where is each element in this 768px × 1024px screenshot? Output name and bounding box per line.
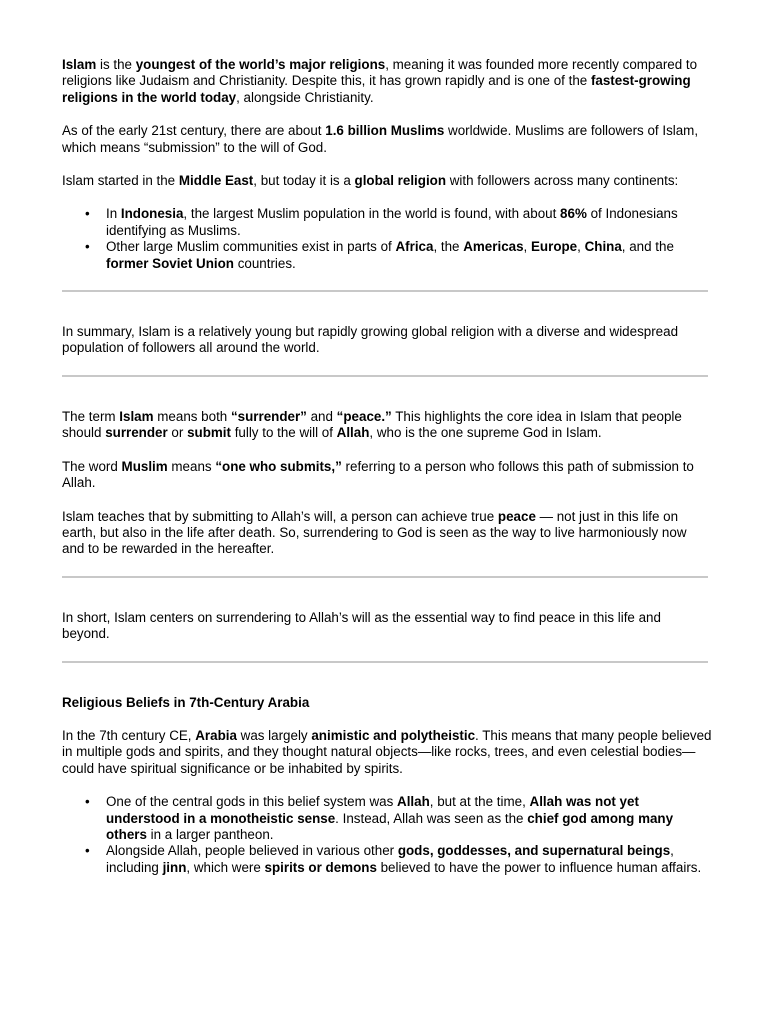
bullet-icon: • [85,239,90,255]
list-item [85,843,712,876]
text-run: was largely [236,727,312,743]
intro-paragraph-3 [62,173,712,189]
summary-paragraph-2 [62,610,712,643]
text-run: is the [96,57,136,72]
meaning-paragraph-1 [62,409,712,442]
meaning-paragraph-3 [62,509,712,558]
bold-text: surrender [105,425,168,441]
text-run: This highlights the core idea in Islam that people should [62,408,682,441]
bold-text: Islam [119,408,154,424]
text-run: referring to a person who follows this path of submission to Allah. [62,458,694,491]
bold-text: 86% [560,206,587,222]
text-run: The word [62,458,122,474]
text-run: , meaning it was founded more recently compared to religions like Judaism and Christianity. Despite this, it has grown rapidly and is one of the [62,57,698,89]
text-run: believed to have the power to influence human affairs. [376,859,702,875]
text-run: , the [433,239,464,255]
bold-text: spirits or demons [264,859,377,875]
text-run: , [523,239,531,255]
text-run: fully to the will of [230,425,337,441]
text-run: , but at the time, [429,794,530,810]
bold-text: Arabia [195,727,237,743]
text-run: The term [62,408,120,424]
document-page [62,57,712,876]
text-run: In the 7th century CE, [62,727,196,743]
bold-text: global religion [354,173,447,189]
bold-text: submit [187,425,231,441]
bold-text: chief god among many others [106,810,674,842]
list-item [85,206,712,239]
text-run: , but today it is a [253,173,355,189]
bullet-icon: • [85,843,90,859]
bold-text: “peace.” [336,408,392,424]
bold-text: Islam [62,57,97,72]
text-run: , who is the one supreme God in Islam. [369,425,602,441]
bullet-icon: • [85,206,90,222]
text-run: , and the [621,239,674,255]
summary-paragraph-1 [62,324,712,357]
text-run: In summary, Islam is a relatively young but rapidly growing global religion with a diverse and widespread population of followers all around the world. [62,324,679,356]
bold-text: peace [497,508,536,524]
bold-text: “surrender” [230,408,307,424]
bold-text: China [584,239,622,255]
bold-text: 1.6 billion Muslims [325,123,445,139]
bold-text: Africa [395,239,434,255]
intro-paragraph-2 [62,123,712,156]
text-run: . This means that many people believed in multiple gods and spirits, and they thought natural objects—like rocks, trees, and even celestial bodies—could have spiritual significance or be inhabited by spirits. [62,727,712,776]
text-run: in a larger pantheon. [146,826,274,842]
text-run: and [306,408,337,424]
bold-text: Europe [531,239,578,255]
bold-text: jinn [162,859,187,875]
list-item [85,239,712,272]
text-run: Islam started in the [62,173,179,189]
text-run: Islam teaches that by submitting to Allah’s will, a person can achieve true [62,508,498,524]
bold-text: Middle East [178,173,254,189]
text-run: In short, Islam centers on surrendering to Allah’s will as the essential way to find peace in this life and beyond. [62,609,661,642]
text-run: In [106,206,121,222]
intro-bullet-list [62,206,712,272]
arabia-bullet-list [62,794,712,876]
text-run: means both [153,408,231,424]
text-run: Alongside Allah, people believed in various other [106,843,398,859]
bold-text: Muslim [121,458,168,474]
meaning-paragraph-2 [62,459,712,492]
bold-text: Allah [397,794,430,810]
bullet-icon: • [85,794,90,810]
text-run: means [167,458,216,474]
text-run: . Instead, Allah was seen as the [335,810,528,826]
bold-text: fastest-growing religions in the world today [62,73,691,105]
bold-text: Indonesia [120,206,184,222]
text-run: of Indonesians identifying as Muslims. [106,206,678,238]
text-run: or [167,425,188,441]
section-heading: Religious Beliefs in 7th-Century Arabia [62,694,310,710]
text-run: with followers across many continents: [446,173,679,189]
text-run: One of the central gods in this belief system was [106,794,398,810]
list-item [85,794,712,843]
bold-text: animistic and polytheistic [311,727,476,743]
text-run: — not just in this life on earth, but also in the life after death. So, surrendering to God is seen as the way to live harmoniously now and to be rewarded in the hereafter. [62,508,687,557]
intro-paragraph-1 [62,57,712,106]
bold-text: former Soviet Union [106,255,234,271]
bold-text: “one who submits,” [215,458,342,474]
text-run: , alongside Christianity. [236,89,374,105]
bold-text: Allah was not yet understood in a monotheistic sense [106,794,639,826]
bold-text: youngest of the world’s major religions [135,57,386,72]
bold-text: gods, goddesses, and supernatural beings [397,843,671,859]
text-run: , the largest Muslim population in the world is found, with about [183,206,561,222]
bold-text: Americas [463,239,524,255]
arabia-paragraph-1 [62,728,712,777]
text-run: worldwide. Muslims are followers of Islam, which means “submission” to the will of God. [62,123,699,155]
text-run: Other large Muslim communities exist in parts of [106,239,396,255]
text-run: , [577,239,585,255]
text-run: , including [106,843,674,875]
bold-text: Allah [336,425,370,441]
text-run: As of the early 21st century, there are about [62,123,326,139]
text-run: countries. [233,255,296,271]
text-run: , which were [186,859,265,875]
